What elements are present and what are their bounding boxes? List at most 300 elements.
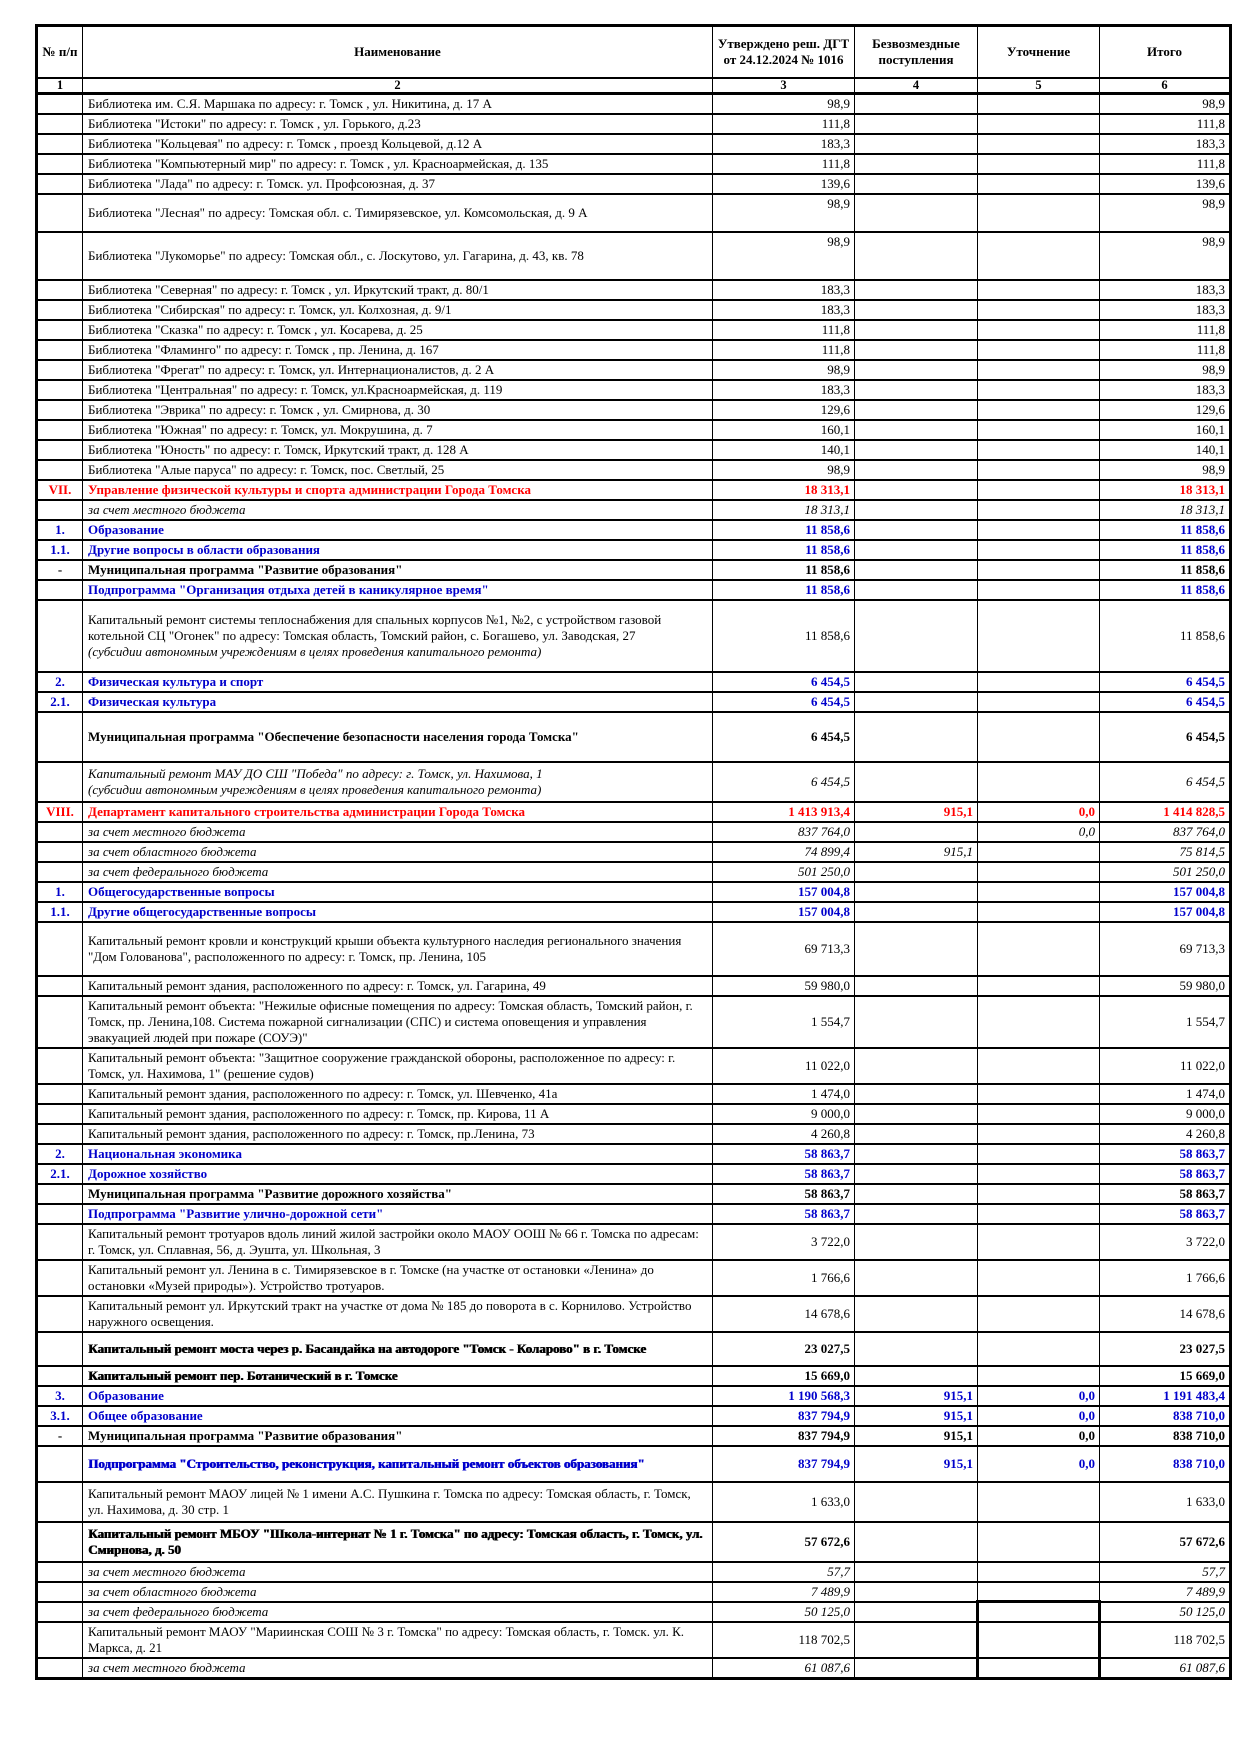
cell-total-value: 1 414 828,5 <box>1100 802 1231 822</box>
row-title: за счет федерального бюджета <box>88 863 269 879</box>
cell-gratuitous-value <box>855 520 978 540</box>
cell-name <box>83 976 713 996</box>
cell-clarification-value <box>978 902 1100 922</box>
row-title: Общегосударственные вопросы <box>88 883 275 899</box>
col-header-clarification: Уточнение <box>978 26 1100 78</box>
cell-row-number <box>37 194 83 232</box>
cell-name <box>83 672 713 692</box>
cell-approved-value: 4 260,8 <box>713 1124 855 1144</box>
table-row <box>37 1124 1231 1144</box>
cell-name <box>83 280 713 300</box>
cell-gratuitous-value <box>855 540 978 560</box>
cell-gratuitous-value <box>855 996 978 1048</box>
cell-gratuitous-value: 915,1 <box>855 1426 978 1446</box>
cell-gratuitous-value <box>855 340 978 360</box>
cell-approved-value: 837 794,9 <box>713 1426 855 1446</box>
cell-clarification-value <box>978 1658 1100 1679</box>
cell-name <box>83 1224 713 1260</box>
cell-gratuitous-value <box>855 1522 978 1562</box>
cell-total-value: 98,9 <box>1100 93 1231 114</box>
table-row <box>37 1366 1231 1386</box>
cell-row-number <box>37 762 83 802</box>
header-row <box>37 26 1231 78</box>
table-row <box>37 1048 1231 1084</box>
row-title: Капитальный ремонт МБОУ "Школа-интернат № 1 г. Томска" по адресу: Томская область, г. Томск, ул. Смирнова, д. 50 <box>88 1525 703 1557</box>
row-title: Подпрограмма "Организация отдыха детей в каникулярное время" <box>88 581 489 597</box>
cell-clarification-value <box>978 882 1100 902</box>
row-title: Капитальный ремонт МАОУ лицей № 1 имени А.С. Пушкина г. Томска по адресу: Томская область, г. Томск, ул. Нахимова, д. 30 стр. 1 <box>88 1485 691 1517</box>
cell-clarification-value <box>978 460 1100 480</box>
cell-clarification-value <box>978 712 1100 762</box>
row-title: Капитальный ремонт здания, расположенного по адресу: г. Томск, пр.Ленина, 73 <box>88 1125 535 1141</box>
table-row <box>37 1602 1231 1622</box>
cell-gratuitous-value: 915,1 <box>855 1446 978 1482</box>
cell-clarification-value <box>978 1104 1100 1124</box>
table-row <box>37 194 1231 232</box>
cell-row-number <box>37 380 83 400</box>
row-title: Образование <box>88 521 164 537</box>
cell-gratuitous-value <box>855 420 978 440</box>
table-row <box>37 862 1231 882</box>
cell-approved-value: 6 454,5 <box>713 692 855 712</box>
cell-name <box>83 842 713 862</box>
cell-row-number <box>37 1124 83 1144</box>
cell-name <box>83 360 713 380</box>
cell-gratuitous-value <box>855 1602 978 1622</box>
cell-total-value: 98,9 <box>1100 194 1231 232</box>
cell-gratuitous-value <box>855 1366 978 1386</box>
table-row <box>37 480 1231 500</box>
cell-name <box>83 93 713 114</box>
cell-approved-value: 157 004,8 <box>713 902 855 922</box>
table-row <box>37 922 1231 976</box>
cell-name <box>83 692 713 712</box>
cell-name <box>83 1386 713 1406</box>
cell-total-value: 58 863,7 <box>1100 1184 1231 1204</box>
row-title: Другие общегосударственные вопросы <box>88 903 316 919</box>
cell-row-number <box>37 440 83 460</box>
row-title: Муниципальная программа "Развитие дорожного хозяйства" <box>88 1185 452 1201</box>
cell-row-number <box>37 400 83 420</box>
cell-row-number <box>37 1184 83 1204</box>
row-title: Физическая культура <box>88 693 217 709</box>
cell-row-number <box>37 1296 83 1332</box>
col-header-total: Итого <box>1100 26 1231 78</box>
table-body <box>37 93 1231 1678</box>
cell-name <box>83 600 713 672</box>
cell-row-number: - <box>37 1426 83 1446</box>
cell-clarification-value <box>978 762 1100 802</box>
cell-clarification-value <box>978 540 1100 560</box>
cell-approved-value: 98,9 <box>713 93 855 114</box>
cell-gratuitous-value <box>855 822 978 842</box>
table-row <box>37 1144 1231 1164</box>
row-title: Библиотека "Алые паруса" по адресу: г. Томск, пос. Светлый, 25 <box>88 461 445 477</box>
cell-approved-value: 58 863,7 <box>713 1204 855 1224</box>
cell-name <box>83 712 713 762</box>
table-row <box>37 340 1231 360</box>
cell-name <box>83 580 713 600</box>
cell-name <box>83 802 713 822</box>
cell-row-number <box>37 280 83 300</box>
cell-gratuitous-value <box>855 1164 978 1184</box>
row-title: Капитальный ремонт ул. Иркутский тракт на участке от дома № 185 до поворота в с. Корнилово. Устройство наружного освещения. <box>88 1297 692 1329</box>
cell-gratuitous-value <box>855 1104 978 1124</box>
cell-approved-value: 183,3 <box>713 380 855 400</box>
cell-total-value: 183,3 <box>1100 134 1231 154</box>
cell-row-number: VIII. <box>37 802 83 822</box>
cell-clarification-value <box>978 1622 1100 1658</box>
row-title: Библиотека "Эврика" по адресу: г. Томск , ул. Смирнова, д. 30 <box>88 401 431 417</box>
row-title: за счет местного бюджета <box>88 501 246 517</box>
table-row <box>37 600 1231 672</box>
column-number-row <box>37 78 1231 94</box>
table-row <box>37 1296 1231 1332</box>
cell-name <box>83 1522 713 1562</box>
table-row <box>37 500 1231 520</box>
cell-row-number <box>37 1204 83 1224</box>
cell-gratuitous-value <box>855 232 978 280</box>
cell-total-value: 98,9 <box>1100 360 1231 380</box>
cell-total-value: 4 260,8 <box>1100 1124 1231 1144</box>
cell-clarification-value <box>978 1224 1100 1260</box>
cell-name <box>83 1482 713 1522</box>
row-title: Подпрограмма "Строительство, реконструкция, капитальный ремонт объектов образования" <box>88 1455 645 1471</box>
row-title: Капитальный ремонт кровли и конструкций крыши объекта культурного наследия регионального значения "Дом Голованова", расположенного по адресу: г. Томск, пр. Ленина, 105 <box>88 932 682 964</box>
cell-name <box>83 400 713 420</box>
table-row <box>37 1184 1231 1204</box>
cell-row-number: 3.1. <box>37 1406 83 1426</box>
cell-approved-value: 3 722,0 <box>713 1224 855 1260</box>
cell-row-number: 1. <box>37 520 83 540</box>
cell-clarification-value <box>978 520 1100 540</box>
cell-row-number <box>37 360 83 380</box>
row-title: Национальная экономика <box>88 1145 242 1161</box>
cell-clarification-value: 0,0 <box>978 1386 1100 1406</box>
cell-gratuitous-value <box>855 1296 978 1332</box>
cell-approved-value: 157 004,8 <box>713 882 855 902</box>
row-title: Капитальный ремонт МАУ ДО СШ "Победа" по адресу: г. Томск, ул. Нахимова, 1 <box>88 765 543 781</box>
cell-total-value: 183,3 <box>1100 300 1231 320</box>
row-title: Библиотека "Лада" по адресу: г. Томск. ул. Профсоюзная, д. 37 <box>88 175 435 191</box>
table-row <box>37 154 1231 174</box>
cell-total-value: 111,8 <box>1100 114 1231 134</box>
cell-approved-value: 57,7 <box>713 1562 855 1582</box>
cell-total-value: 98,9 <box>1100 232 1231 280</box>
row-title: Муниципальная программа "Развитие образования" <box>88 561 403 577</box>
table-row <box>37 1204 1231 1224</box>
cell-clarification-value <box>978 842 1100 862</box>
cell-name <box>83 300 713 320</box>
cell-row-number <box>37 1622 83 1658</box>
cell-total-value: 69 713,3 <box>1100 922 1231 976</box>
cell-name <box>83 1260 713 1296</box>
cell-clarification-value <box>978 976 1100 996</box>
cell-gratuitous-value <box>855 922 978 976</box>
row-title: за счет областного бюджета <box>88 843 257 859</box>
row-title: Библиотека "Северная" по адресу: г. Томск , ул. Иркутский тракт, д. 80/1 <box>88 281 489 297</box>
cell-row-number: 2. <box>37 672 83 692</box>
cell-approved-value: 6 454,5 <box>713 672 855 692</box>
cell-gratuitous-value <box>855 1184 978 1204</box>
cell-name <box>83 1144 713 1164</box>
cell-clarification-value <box>978 1296 1100 1332</box>
cell-name <box>83 1184 713 1204</box>
table-row <box>37 902 1231 922</box>
cell-clarification-value: 0,0 <box>978 822 1100 842</box>
cell-row-number <box>37 232 83 280</box>
row-title: Библиотека "Истоки" по адресу: г. Томск , ул. Горького, д.23 <box>88 115 421 131</box>
row-title: Библиотека "Лукоморье" по адресу: Томская обл., с. Лоскутово, ул. Гагарина, д. 43, кв. 78 <box>88 247 584 263</box>
cell-approved-value: 6 454,5 <box>713 762 855 802</box>
col-header-name: Наименование <box>83 26 713 78</box>
cell-total-value: 838 710,0 <box>1100 1426 1231 1446</box>
row-title: за счет местного бюджета <box>88 823 246 839</box>
cell-total-value: 501 250,0 <box>1100 862 1231 882</box>
cell-gratuitous-value <box>855 400 978 420</box>
cell-approved-value: 15 669,0 <box>713 1366 855 1386</box>
cell-row-number <box>37 154 83 174</box>
cell-name <box>83 540 713 560</box>
cell-approved-value: 7 489,9 <box>713 1582 855 1602</box>
cell-clarification-value <box>978 300 1100 320</box>
cell-name <box>83 520 713 540</box>
cell-row-number <box>37 500 83 520</box>
cell-total-value: 11 858,6 <box>1100 520 1231 540</box>
col-number-3: 3 <box>713 78 855 94</box>
cell-clarification-value <box>978 1332 1100 1366</box>
cell-row-number: 2. <box>37 1144 83 1164</box>
row-title: Библиотека "Юность" по адресу: г. Томск, Иркутский тракт, д. 128 А <box>88 441 469 457</box>
cell-name <box>83 882 713 902</box>
cell-total-value: 59 980,0 <box>1100 976 1231 996</box>
row-title: за счет федерального бюджета <box>88 1603 269 1619</box>
table-row <box>37 1104 1231 1124</box>
cell-approved-value: 183,3 <box>713 300 855 320</box>
cell-clarification-value <box>978 1260 1100 1296</box>
cell-clarification-value <box>978 280 1100 300</box>
row-title: Капитальный ремонт системы теплоснабжения для спальных корпусов №1, №2, с устройством газовой котельной СЦ "Огонек" по адресу: Томская область, Томский район, с. Богашево, ул. Заводская, 27 <box>88 611 662 643</box>
cell-gratuitous-value: 915,1 <box>855 1406 978 1426</box>
cell-name <box>83 480 713 500</box>
cell-approved-value: 111,8 <box>713 154 855 174</box>
cell-row-number <box>37 712 83 762</box>
cell-approved-value: 98,9 <box>713 460 855 480</box>
cell-approved-value: 140,1 <box>713 440 855 460</box>
cell-total-value: 1 633,0 <box>1100 1482 1231 1522</box>
table-row <box>37 540 1231 560</box>
cell-approved-value: 139,6 <box>713 174 855 194</box>
row-title: Капитальный ремонт здания, расположенного по адресу: г. Томск, ул. Гагарина, 49 <box>88 977 546 993</box>
cell-row-number: 1.1. <box>37 540 83 560</box>
cell-clarification-value <box>978 174 1100 194</box>
cell-total-value: 75 814,5 <box>1100 842 1231 862</box>
cell-total-value: 11 858,6 <box>1100 560 1231 580</box>
cell-row-number <box>37 320 83 340</box>
cell-name <box>83 134 713 154</box>
cell-clarification-value <box>978 480 1100 500</box>
cell-clarification-value <box>978 1562 1100 1582</box>
row-note: (субсидии автономным учреждениям в целях проведения капитального ремонта) <box>88 781 542 797</box>
cell-approved-value: 11 858,6 <box>713 600 855 672</box>
cell-approved-value: 111,8 <box>713 114 855 134</box>
cell-total-value: 111,8 <box>1100 320 1231 340</box>
table-row <box>37 114 1231 134</box>
cell-gratuitous-value <box>855 500 978 520</box>
cell-total-value: 11 858,6 <box>1100 580 1231 600</box>
cell-name <box>83 1084 713 1104</box>
cell-row-number <box>37 1224 83 1260</box>
cell-gratuitous-value <box>855 1124 978 1144</box>
cell-name <box>83 1366 713 1386</box>
cell-name <box>83 174 713 194</box>
table-row <box>37 300 1231 320</box>
cell-name <box>83 420 713 440</box>
cell-total-value: 111,8 <box>1100 154 1231 174</box>
row-title: за счет областного бюджета <box>88 1583 257 1599</box>
cell-row-number <box>37 300 83 320</box>
row-title: Капитальный ремонт пер. Ботанический в г. Томске <box>88 1367 398 1383</box>
table-row <box>37 174 1231 194</box>
cell-name <box>83 440 713 460</box>
cell-clarification-value <box>978 114 1100 134</box>
col-number-6: 6 <box>1100 78 1231 94</box>
cell-approved-value: 837 794,9 <box>713 1446 855 1482</box>
row-title: Библиотека им. С.Я. Маршака по адресу: г. Томск , ул. Никитина, д. 17 А <box>88 95 492 111</box>
cell-row-number <box>37 114 83 134</box>
table-row <box>37 882 1231 902</box>
cell-gratuitous-value <box>855 114 978 134</box>
cell-clarification-value <box>978 692 1100 712</box>
cell-approved-value: 98,9 <box>713 232 855 280</box>
cell-gratuitous-value <box>855 762 978 802</box>
cell-total-value: 157 004,8 <box>1100 882 1231 902</box>
cell-clarification-value <box>978 1204 1100 1224</box>
cell-gratuitous-value <box>855 560 978 580</box>
cell-name <box>83 1446 713 1482</box>
cell-gratuitous-value <box>855 280 978 300</box>
cell-total-value: 58 863,7 <box>1100 1144 1231 1164</box>
table-row <box>37 380 1231 400</box>
cell-total-value: 7 489,9 <box>1100 1582 1231 1602</box>
cell-approved-value: 58 863,7 <box>713 1184 855 1204</box>
cell-approved-value: 111,8 <box>713 320 855 340</box>
cell-row-number: 2.1. <box>37 1164 83 1184</box>
table-row <box>37 672 1231 692</box>
cell-row-number <box>37 1602 83 1622</box>
col-header-approved: Утверждено реш. ДГТ от 24.12.2024 № 1016 <box>713 26 855 78</box>
row-title: Муниципальная программа "Развитие образования" <box>88 1427 403 1443</box>
cell-row-number: 3. <box>37 1386 83 1406</box>
cell-total-value: 57,7 <box>1100 1562 1231 1582</box>
table-row <box>37 1446 1231 1482</box>
cell-row-number <box>37 842 83 862</box>
cell-clarification-value <box>978 1048 1100 1084</box>
cell-row-number <box>37 996 83 1048</box>
row-title: за счет местного бюджета <box>88 1563 246 1579</box>
cell-approved-value: 11 858,6 <box>713 520 855 540</box>
row-title: Библиотека "Кольцевая" по адресу: г. Томск , проезд Кольцевой, д.12 А <box>88 135 483 151</box>
cell-approved-value: 58 863,7 <box>713 1144 855 1164</box>
cell-gratuitous-value <box>855 320 978 340</box>
cell-clarification-value <box>978 1184 1100 1204</box>
cell-gratuitous-value <box>855 360 978 380</box>
row-title: Библиотека "Центральная" по адресу: г. Томск, ул.Красноармейская, д. 119 <box>88 381 503 397</box>
cell-approved-value: 23 027,5 <box>713 1332 855 1366</box>
cell-total-value: 15 669,0 <box>1100 1366 1231 1386</box>
cell-total-value: 160,1 <box>1100 420 1231 440</box>
col-header-rownum: № п/п <box>37 26 83 78</box>
cell-name <box>83 996 713 1048</box>
cell-clarification-value <box>978 500 1100 520</box>
cell-row-number <box>37 1084 83 1104</box>
cell-total-value: 139,6 <box>1100 174 1231 194</box>
table-row <box>37 802 1231 822</box>
cell-clarification-value <box>978 194 1100 232</box>
table-row <box>37 1164 1231 1184</box>
row-title: Департамент капитального строительства администрации Города Томска <box>88 803 525 819</box>
cell-approved-value: 61 087,6 <box>713 1658 855 1679</box>
cell-approved-value: 9 000,0 <box>713 1104 855 1124</box>
row-title: Муниципальная программа "Обеспечение безопасности населения города Томска" <box>88 728 579 744</box>
cell-total-value: 1 474,0 <box>1100 1084 1231 1104</box>
cell-row-number: 2.1. <box>37 692 83 712</box>
row-title: Библиотека "Компьютерный мир" по адресу: г. Томск , ул. Красноармейская, д. 135 <box>88 155 549 171</box>
cell-total-value: 61 087,6 <box>1100 1658 1231 1679</box>
cell-row-number <box>37 976 83 996</box>
table-row <box>37 996 1231 1048</box>
cell-gratuitous-value <box>855 1562 978 1582</box>
table-row <box>37 1482 1231 1522</box>
cell-gratuitous-value <box>855 480 978 500</box>
cell-clarification-value <box>978 1602 1100 1622</box>
cell-gratuitous-value: 915,1 <box>855 802 978 822</box>
cell-name <box>83 1406 713 1426</box>
table-row <box>37 976 1231 996</box>
cell-total-value: 11 858,6 <box>1100 600 1231 672</box>
cell-gratuitous-value <box>855 1144 978 1164</box>
cell-row-number <box>37 460 83 480</box>
cell-clarification-value <box>978 1124 1100 1144</box>
cell-total-value: 157 004,8 <box>1100 902 1231 922</box>
cell-approved-value: 57 672,6 <box>713 1522 855 1562</box>
table-row <box>37 580 1231 600</box>
cell-total-value: 58 863,7 <box>1100 1164 1231 1184</box>
cell-row-number: - <box>37 560 83 580</box>
table-row <box>37 842 1231 862</box>
cell-approved-value: 11 858,6 <box>713 580 855 600</box>
cell-gratuitous-value <box>855 672 978 692</box>
col-number-1: 1 <box>37 78 83 94</box>
row-title: Подпрограмма "Развитие улично-дорожной сети" <box>88 1205 384 1221</box>
cell-row-number: 1.1. <box>37 902 83 922</box>
cell-approved-value: 111,8 <box>713 340 855 360</box>
table-row <box>37 822 1231 842</box>
col-number-2: 2 <box>83 78 713 94</box>
table-row <box>37 1386 1231 1406</box>
table-row <box>37 280 1231 300</box>
table-row <box>37 420 1231 440</box>
cell-gratuitous-value <box>855 460 978 480</box>
cell-total-value: 18 313,1 <box>1100 480 1231 500</box>
table-row <box>37 400 1231 420</box>
cell-clarification-value: 0,0 <box>978 1406 1100 1426</box>
cell-clarification-value <box>978 600 1100 672</box>
cell-total-value: 6 454,5 <box>1100 762 1231 802</box>
cell-gratuitous-value <box>855 1658 978 1679</box>
cell-name <box>83 380 713 400</box>
cell-gratuitous-value <box>855 1048 978 1084</box>
